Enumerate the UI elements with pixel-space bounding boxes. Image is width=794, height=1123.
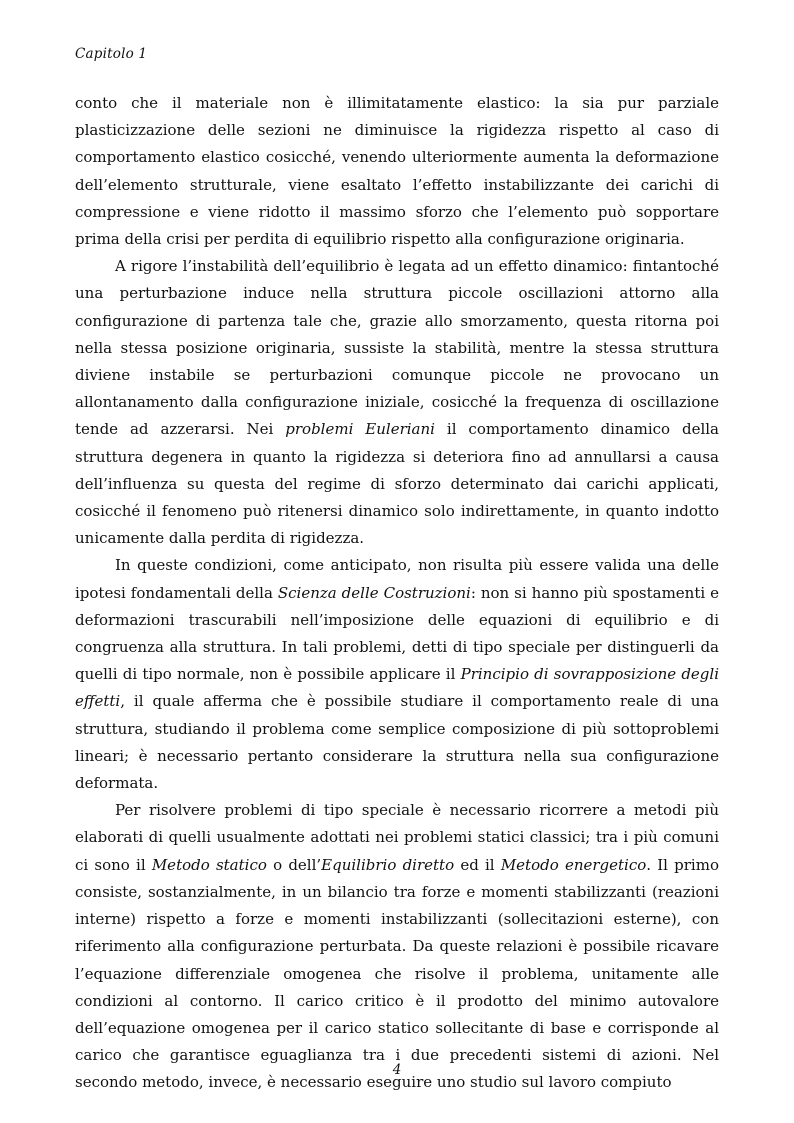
paragraph-2-text-b: il comportamento dinamico della struttura degenera in quanto la rigidezza si deteriora fino ad annullarsi a causa dell’influenza su questa del regime di sforzo determinato dai carichi applicati, cosicché il fenomeno può ritenersi dinamico solo indirettamente, in quanto indotto unicamente dalla perdita di rigidezza.: [75, 420, 719, 548]
term-equilibrio-diretto: Equilibrio diretto: [321, 855, 455, 874]
paragraph-2: [75, 253, 719, 552]
paragraph-4: [75, 797, 719, 1096]
term-problemi-euleriani: problemi Euleriani: [285, 420, 435, 439]
term-scienza-delle-costruzioni: Scienza delle Costruzioni: [277, 583, 471, 602]
running-head: Capitolo 1: [75, 46, 148, 62]
paragraph-3-text-a: In queste condizioni, come anticipato, non risulta più essere valida una delle ipotesi fondamentali della: [75, 556, 719, 602]
paragraph-3-text-c: , il quale afferma che è possibile studiare il comportamento reale di una struttura, studiando il problema come semplice composizione di più sottoproblemi lineari; è necessario pertanto considerare la struttura nella sua configurazione deformata.: [75, 692, 719, 793]
term-metodo-energetico: Metodo energetico: [500, 855, 647, 874]
page-number: 4: [392, 1062, 402, 1078]
paragraph-4-text-a: Per risolvere problemi di tipo speciale è necessario ricorrere a metodi più elaborati di quelli usualmente adottati nei problemi statici classici; tra i più comuni ci sono il: [75, 801, 719, 874]
paragraph-2-text-a: A rigore l’instabilità dell’equilibrio è legata ad un effetto dinamico: fintantoché una perturbazione induce nella struttura piccole oscillazioni attorno alla configurazione di partenza tale che, grazie allo smorzamento, questa ritorna poi nella stessa posizione originaria, sussiste la stabilità, mentre la stessa struttura diviene instabile se perturbazioni comunque piccole ne provocano un allontanamento dalla configurazione iniziale, cosicché la frequenza di oscillazione tende ad azzerarsi. Nei: [75, 257, 719, 439]
paragraph-3: [75, 552, 719, 797]
term-principio-sovrapposizione: Principio di sovrapposizione degli effetti: [75, 665, 719, 711]
term-metodo-statico: Metodo statico: [151, 855, 267, 874]
paragraph-4-text-d: . Il primo consiste, sostanzialmente, in un bilancio tra forze e momenti stabilizzanti (reazioni interne) rispetto a forze e momenti instabilizzanti (sollecitazioni esterne), con riferimento alla configurazione perturbata. Da queste relazioni è possibile ricavare l’equazione differenziale omogenea che risolve il problema, unitamente alle condizioni al contorno. Il carico critico è il prodotto del minimo autovalore dell’equazione omogenea per il carico statico sollecitante di base e corrisponde al carico che garantisce eguaglianza tra i due precedenti sistemi di azioni. Nel secondo metodo, invece, è necessario eseguire uno studio sul lavoro compiuto: [75, 855, 719, 1092]
paragraph-4-text-c: ed il: [454, 855, 501, 874]
paragraph-4-text-b: o dell’: [266, 855, 322, 874]
paragraph-1: conto che il materiale non è illimitatamente elastico: la sia pur parziale plasticizzazione delle sezioni ne diminuisce la rigidezza rispetto al caso di comportamento elastico cosicché, venendo ulteriormente aumenta la deformazione dell’elemento strutturale, viene esaltato l’effetto instabilizzante dei carichi di compressione e viene ridotto il massimo sforzo che l’elemento può sopportare prima della crisi per perdita di equilibrio rispetto alla configurazione originaria.: [75, 94, 719, 249]
body-text: [75, 90, 719, 1097]
paragraph-3-text-b: : non si hanno più spostamenti e deformazioni trascurabili nell’imposizione delle equazioni di equilibrio e di congruenza alla struttura. In tali problemi, detti di tipo speciale per distinguerli da quelli di tipo normale, non è possibile applicare il: [75, 583, 719, 684]
